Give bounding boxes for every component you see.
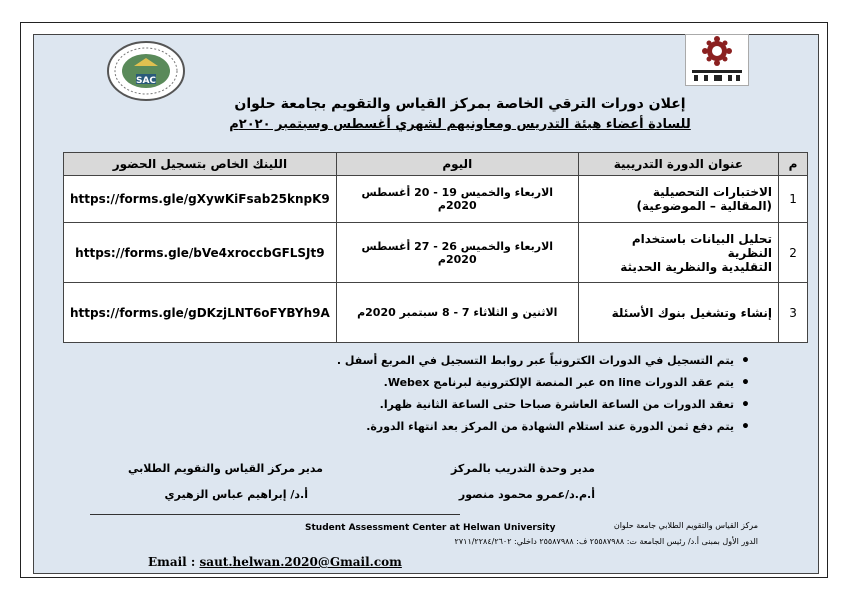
header-num: م	[779, 153, 808, 176]
sac-logo-text: SAC	[135, 76, 157, 86]
note-text: يتم التسجيل في الدورات الكترونياً عبر روابط التسجيل في المربع أسفل .	[336, 354, 734, 367]
course-name	[578, 223, 778, 283]
bullet-icon: •	[741, 419, 750, 435]
course-name	[578, 176, 778, 223]
center-director-name: أ.د/ إبراهيم عباس الزهيري	[164, 488, 308, 501]
table-row	[64, 283, 808, 343]
header-day: اليوم	[336, 153, 578, 176]
sac-logo	[106, 40, 186, 102]
courses-table	[63, 152, 808, 343]
course-day: الاربعاء والخميس 19 - 20 أغسطس 2020م	[336, 176, 578, 223]
email-link[interactable]: saut.helwan.2020@Gmail.com	[199, 555, 402, 569]
note-text: يتم دفع ثمن الدورة عند استلام الشهادة من المركز بعد انتهاء الدورة.	[366, 420, 734, 433]
course-day: الاربعاء والخميس 26 - 27 أغسطس 2020م	[336, 223, 578, 283]
course-name	[578, 283, 778, 343]
bullet-icon: •	[741, 353, 750, 369]
notes-list	[330, 350, 750, 438]
course-name-line1: الاختبارات التحصيلية	[652, 185, 773, 199]
list-item	[330, 372, 750, 394]
table-header-row	[64, 153, 808, 176]
training-unit-manager-title: مدير وحدة التدريب بالمركز	[451, 462, 595, 475]
footer-divider	[90, 514, 460, 515]
header-course: عنوان الدورة التدريبية	[578, 153, 778, 176]
course-name-line2: (المقالية – الموضوعية)	[636, 199, 773, 213]
note-text: يتم عقد الدورات on line عبر المنصة الإلكترونية لبرنامج Webex.	[383, 376, 734, 389]
bullet-icon: •	[741, 375, 750, 391]
course-name-line1: تحليل البيانات باستخدام النظرية	[631, 231, 773, 260]
row-num: 1	[779, 176, 808, 223]
list-item	[330, 416, 750, 438]
registration-link[interactable]: https://forms.gle/gDKzjLNT6oFYBYh9A	[64, 283, 337, 343]
header-link: اللينك الخاص بتسجيل الحضور	[64, 153, 337, 176]
page-title: إعلان دورات الترقي الخاصة بمركز القياس والتقويم بجامعة حلوان	[234, 96, 686, 112]
list-item	[330, 394, 750, 416]
course-name-line2: التقليدية والنظرية الحديثة	[620, 259, 773, 274]
page-subtitle: للسادة أعضاء هيئة التدريس ومعاونيهم لشهري أغسطس وسبتمبر ٢٠٢٠م	[229, 117, 691, 132]
email-line	[148, 555, 402, 569]
table-row	[64, 176, 808, 223]
row-num: 3	[779, 283, 808, 343]
footer-arabic-name: مركز القياس والتقويم الطلابي جامعة حلوان	[613, 521, 758, 530]
registration-link[interactable]: https://forms.gle/bVe4xroccbGFLSJt9	[64, 223, 337, 283]
email-label: Email :	[148, 555, 196, 569]
footer-english-name: Student Assessment Center at Helwan University	[305, 523, 556, 533]
note-text: تعقد الدورات من الساعة العاشرة صباحا حتى الساعة الثانية ظهرا.	[379, 398, 734, 411]
helwan-university-logo	[685, 34, 749, 86]
training-unit-manager-name: أ.م.د/عمرو محمود منصور	[458, 488, 595, 501]
registration-link[interactable]: https://forms.gle/gXywKiFsab25knpK9	[64, 176, 337, 223]
course-day: الاثنين و الثلاثاء 7 - 8 سبتمبر 2020م	[336, 283, 578, 343]
course-name-line1: إنشاء وتشغيل بنوك الأسئلة	[611, 305, 773, 320]
list-item	[330, 350, 750, 372]
row-num: 2	[779, 223, 808, 283]
table-row	[64, 223, 808, 283]
bullet-icon: •	[741, 397, 750, 413]
footer-address: الدور الأول بمبنى أ.د/ رئيس الجامعة ت: ٢٥٥٨٧٩٨٨ ف: ٢٥٥٨٧٩٨٨ داخلي: ٢٧١١/٢٢٨٤/٢٦٠٢	[454, 537, 758, 546]
center-director-title: مدير مركز القياس والتقويم الطلابي	[128, 462, 323, 475]
